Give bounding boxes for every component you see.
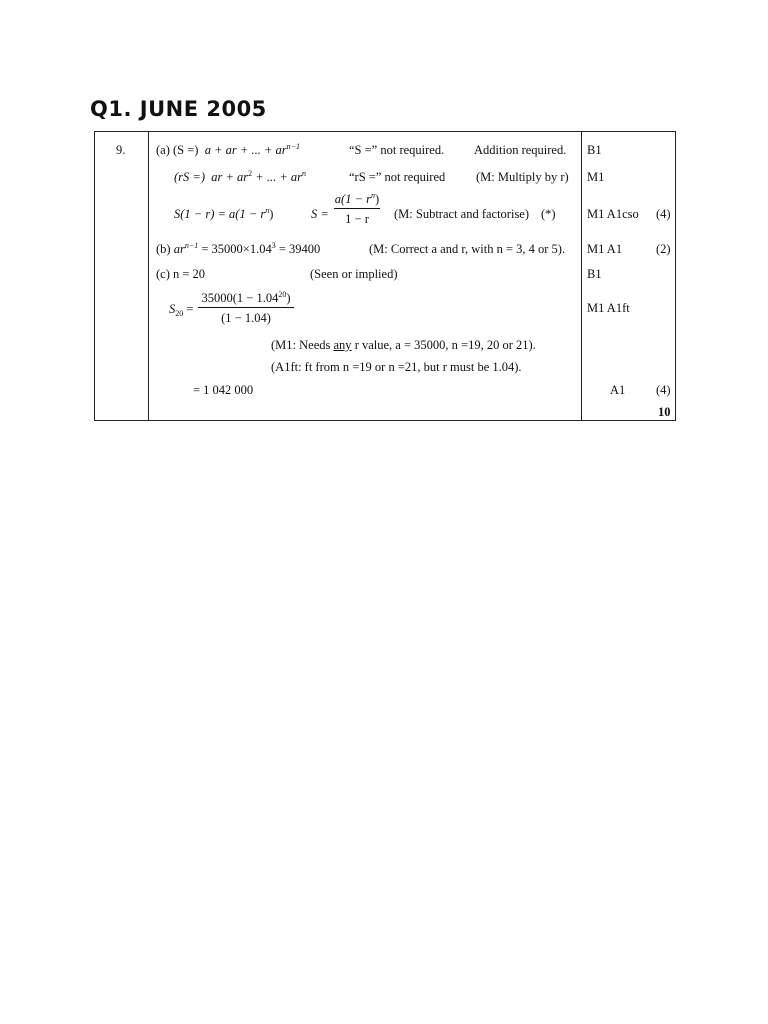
row-a1-mark: B1 (587, 143, 602, 157)
row-c2-mark: M1 A1ft (587, 301, 630, 315)
mark-scheme-table (94, 131, 676, 421)
row-c2-lhs: $S_{20}$ = (169, 302, 194, 318)
row-b-working: (b) $ar^{n-1} = 35000\times 1.04^3 = 39400$ (156, 241, 321, 256)
row-c5-working: = 1 042 000 (193, 383, 254, 397)
table-bottom-border (94, 420, 676, 421)
table-left-border (94, 131, 95, 421)
page-title: Q1. JUNE 2005 (90, 97, 267, 121)
row-a1-note: “S =” not required. (349, 143, 445, 157)
row-a2-note-2: (M: Multiply by r) (476, 170, 569, 184)
row-a3-subtotal: (4) (656, 207, 671, 221)
row-a3-mark: M1 A1cso (587, 207, 639, 221)
row-c5-subtotal: (4) (656, 383, 671, 397)
row-c1-note: (Seen or implied) (310, 267, 398, 281)
mark-column-divider (581, 131, 582, 421)
row-c4-note: (A1ft: ft from n =19 or n =21, but r must be 1.04). (271, 360, 522, 374)
row-b-subtotal: (2) (656, 242, 671, 256)
table-right-border (675, 131, 676, 421)
question-total: 10 (658, 405, 671, 419)
question-column-divider (148, 131, 149, 421)
row-a3-star: (*) (541, 207, 556, 221)
row-a3-note: (M: Subtract and factorise) (394, 207, 530, 221)
row-a3-s-equals: S = (311, 207, 329, 221)
row-b-note: (M: Correct a and r, with n = 3, 4 or 5). (369, 242, 566, 256)
row-a2-mark: M1 (587, 170, 605, 184)
row-a3-fraction: $a(1 - r^n)$ 1 − r (334, 191, 380, 226)
row-c1-working: (c) n = 20 (156, 267, 206, 281)
row-a1-note-2: Addition required. (474, 143, 567, 157)
row-b-mark: M1 A1 (587, 242, 623, 256)
row-a2-working: (rS =) ar + $ar^2$ + ... + $ar^n$ (174, 169, 307, 184)
row-a3-working: $S(1 - r) = a(1 - r^n)$ (174, 206, 274, 221)
row-c1-mark: B1 (587, 267, 602, 281)
table-top-border (94, 131, 676, 132)
row-c3-note: (M1: Needs any r value, a = 35000, n =19, 20 or 21). (271, 338, 536, 352)
row-a2-note: “rS =” not required (349, 170, 446, 184)
row-c2-fraction: $35000(1 - 1.04^{20})$ (1 − 1.04) (198, 291, 294, 325)
row-a1-working: (a) (S =) a + ar + ... + $ar^{n-1}$ (156, 142, 301, 157)
question-number: 9. (116, 143, 126, 157)
row-c5-mark: A1 (610, 383, 626, 397)
